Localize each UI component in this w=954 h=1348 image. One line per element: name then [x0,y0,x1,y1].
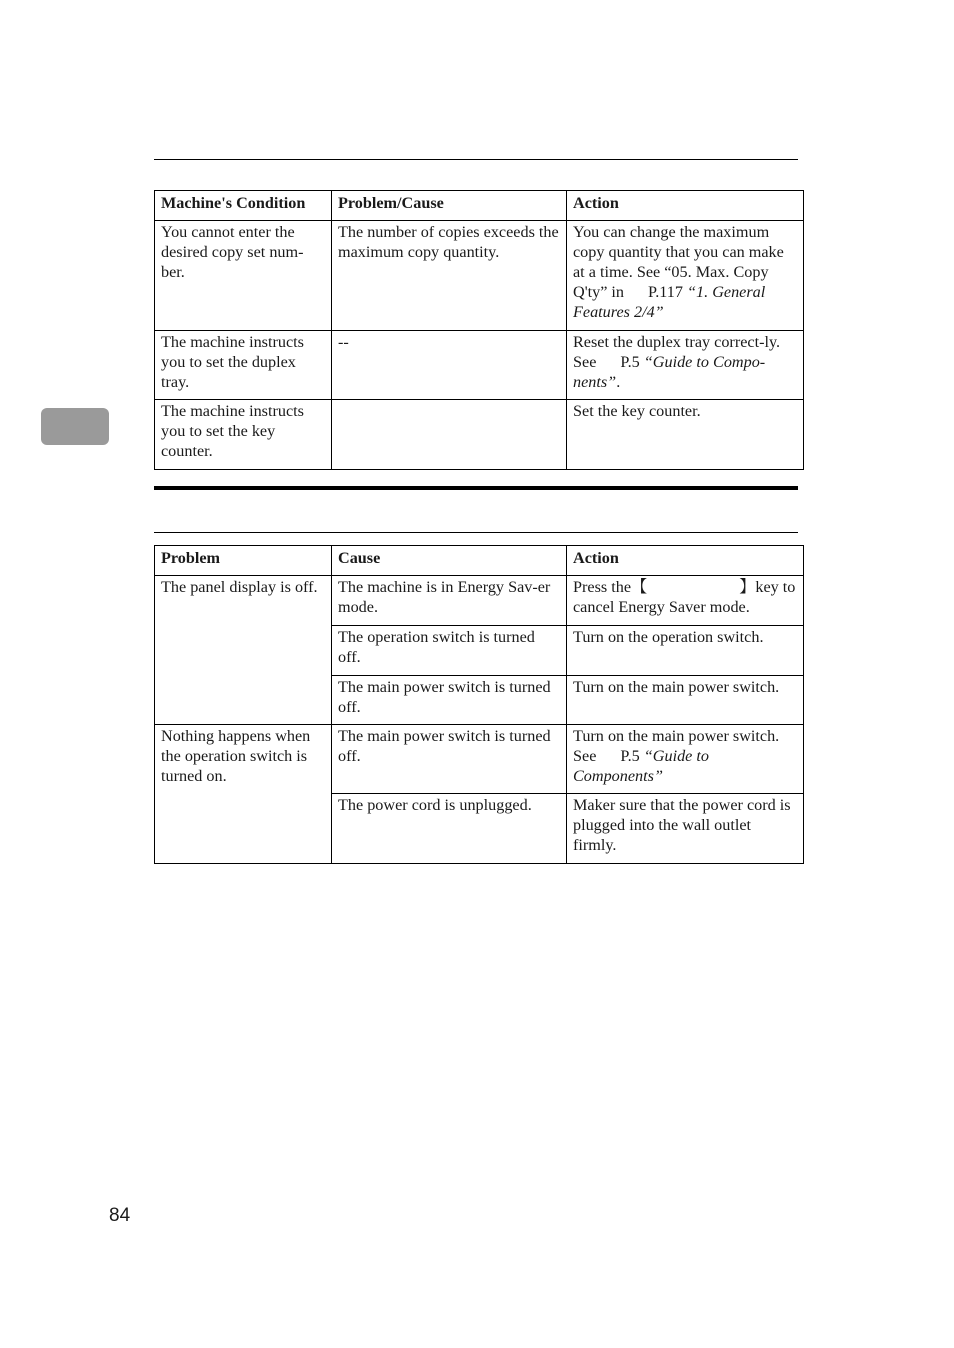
page-reference[interactable]: P.5 [620,747,640,765]
power-table [154,545,804,864]
section-underline [154,532,798,533]
section-rule [154,486,798,490]
problem-cell: Nothing happens when the operation switch is turned on. [155,725,332,864]
top-rule [154,159,798,160]
key-bracket-open: 【 [631,578,648,596]
action-cell: Turn on the operation switch. [567,626,804,676]
header-condition: Machine's Condition [155,191,332,221]
chapter-tab [41,408,109,445]
cause-cell: The number of copies exceeds the maximum copy quantity. [332,221,567,331]
section-reference[interactable]: “Guide to Components” [573,747,709,785]
cause-cell: The operation switch is turned off. [332,626,567,676]
action-text: Turn on the main power switch. See [573,727,780,765]
action-cell [567,221,804,331]
action-text: key to cancel Energy Saver mode. [573,578,796,616]
cause-cell: The main power switch is turned off. [332,676,567,725]
table-header-row [155,191,804,221]
header-action: Action [567,191,804,221]
action-cell: Maker sure that the power cord is plugged into the wall outlet firmly. [567,794,804,864]
section-reference[interactable]: “1. General Features 2/4” [573,283,766,321]
table-row [155,576,804,626]
table-row [155,725,804,794]
header-action: Action [567,546,804,576]
action-text: You can change the maximum copy quantity that you can make at a time. See “05. Max. Copy Q'ty” in [573,223,784,301]
action-cell [567,725,804,794]
header-cause: Cause [332,546,567,576]
cause-cell: The machine is in Energy Sav-er mode. [332,576,567,626]
table-row [155,331,804,400]
cause-cell: The main power switch is turned off. [332,725,567,794]
action-cell: Set the key counter. [567,400,804,470]
sentence-end: . [616,373,621,391]
page-reference[interactable]: P.117 [648,283,683,301]
action-text: Press the [573,578,631,596]
table-row [155,400,804,470]
action-cell: Turn on the main power switch. [567,676,804,725]
action-cell [567,331,804,400]
cause-cell [332,400,567,470]
condition-cell: The machine instructs you to set the duplex tray. [155,331,332,400]
problem-cell: The panel display is off. [155,576,332,725]
table-row [155,221,804,331]
header-problem: Problem [155,546,332,576]
cause-cell: The power cord is unplugged. [332,794,567,864]
page-number: 84 [109,1205,131,1226]
condition-table [154,190,804,470]
condition-cell: The machine instructs you to set the key counter. [155,400,332,470]
page-reference[interactable]: P.5 [620,353,640,371]
condition-cell: You cannot enter the desired copy set num-ber. [155,221,332,331]
table-header-row [155,546,804,576]
action-cell [567,576,804,626]
cause-cell: -- [332,331,567,400]
action-text: Reset the duplex tray correct-ly. See [573,333,781,371]
header-problem-cause: Problem/Cause [332,191,567,221]
section-reference[interactable]: “Guide to Compo-nents” [573,353,766,391]
key-bracket-close: 】 [739,578,756,596]
